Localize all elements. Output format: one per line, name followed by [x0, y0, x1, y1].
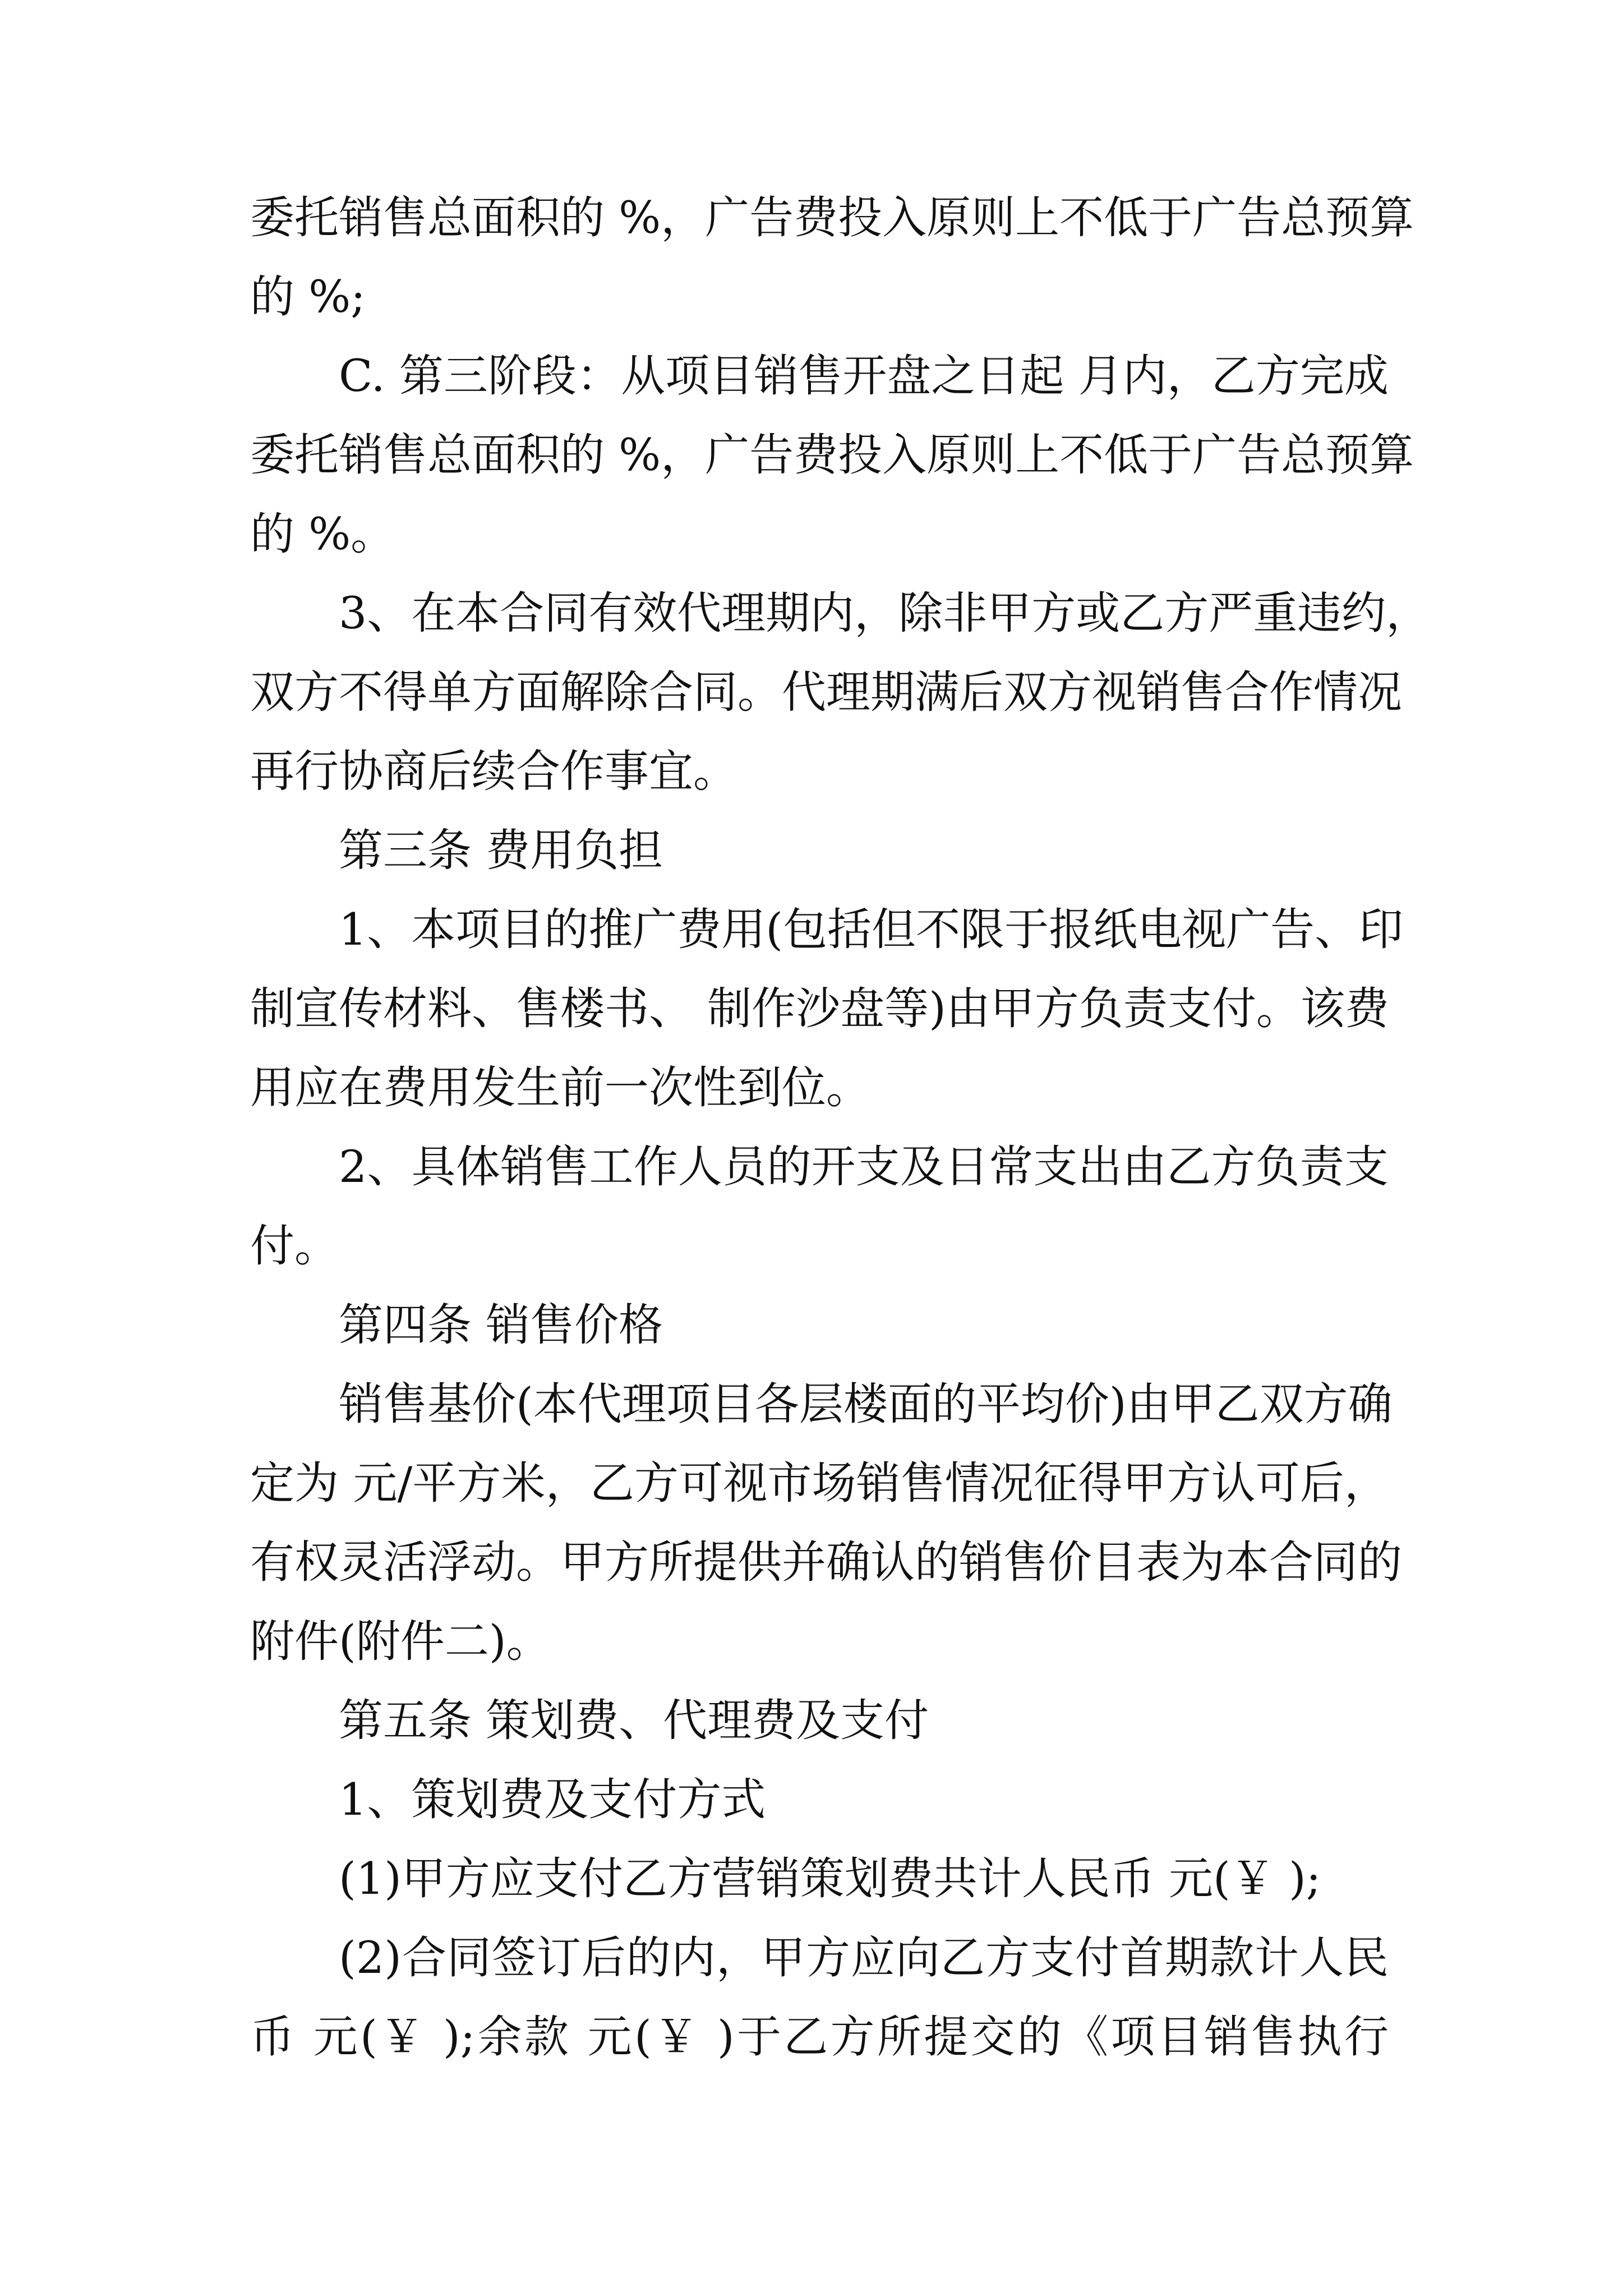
- text-line: 币 元(￥ );余款 元(￥ )于乙方所提交的《项目销售执行: [250, 2011, 1389, 2063]
- text-line: 付。: [250, 1220, 339, 1272]
- text-line: 销售基价(本代理项目各层楼面的平均价)由甲乙双方确: [339, 1378, 1393, 1430]
- text-line: 制宣传材料、售楼书、 制作沙盘等)由甲方负责支付。该费: [250, 983, 1389, 1034]
- text-line: 3、在本合同有效代理期内，除非甲方或乙方严重违约，: [339, 587, 1431, 639]
- text-line: 双方不得单方面解除合同。代理期满后双方视销售合作情况: [250, 666, 1402, 718]
- text-line: 委托销售总面积的 %，广告费投入原则上不低于广告总预算: [250, 192, 1414, 243]
- text-line: 委托销售总面积的 %，广告费投入原则上不低于广告总预算: [250, 429, 1414, 481]
- text-line: 有权灵活浮动。甲方所提供并确认的销售价目表为本合同的: [250, 1536, 1402, 1588]
- text-line: (1)甲方应支付乙方营销策划费共计人民币 元(￥ );: [339, 1853, 1321, 1904]
- text-line: 的 %;: [250, 271, 366, 323]
- text-line: 附件(附件二)。: [250, 1616, 551, 1667]
- text-line: 1、策划费及支付方式: [339, 1774, 766, 1825]
- section-heading: 第五条 策划费、代理费及支付: [339, 1695, 929, 1746]
- text-line: 用应在费用发生前一次性到位。: [250, 1062, 870, 1114]
- text-line: C. 第三阶段：从项目销售开盘之日起 月内，乙方完成: [339, 350, 1389, 402]
- text-line: 再行协商后续合作事宜。: [250, 746, 737, 797]
- text-line: 1、本项目的推广费用(包括但不限于报纸电视广告、印: [339, 904, 1404, 955]
- text-line: (2)合同签订后的内，甲方应向乙方支付首期款计人民: [339, 1932, 1389, 1984]
- section-heading: 第四条 销售价格: [339, 1299, 663, 1351]
- section-heading: 第三条 费用负担: [339, 825, 663, 876]
- text-line: 2、具体销售工作人员的开支及日常支出由乙方负责支: [339, 1141, 1389, 1193]
- document-body: [250, 178, 1431, 2077]
- text-line: 定为 元/平方米，乙方可视市场销售情况征得甲方认可后，: [250, 1457, 1389, 1509]
- text-line: 的 %。: [250, 508, 395, 560]
